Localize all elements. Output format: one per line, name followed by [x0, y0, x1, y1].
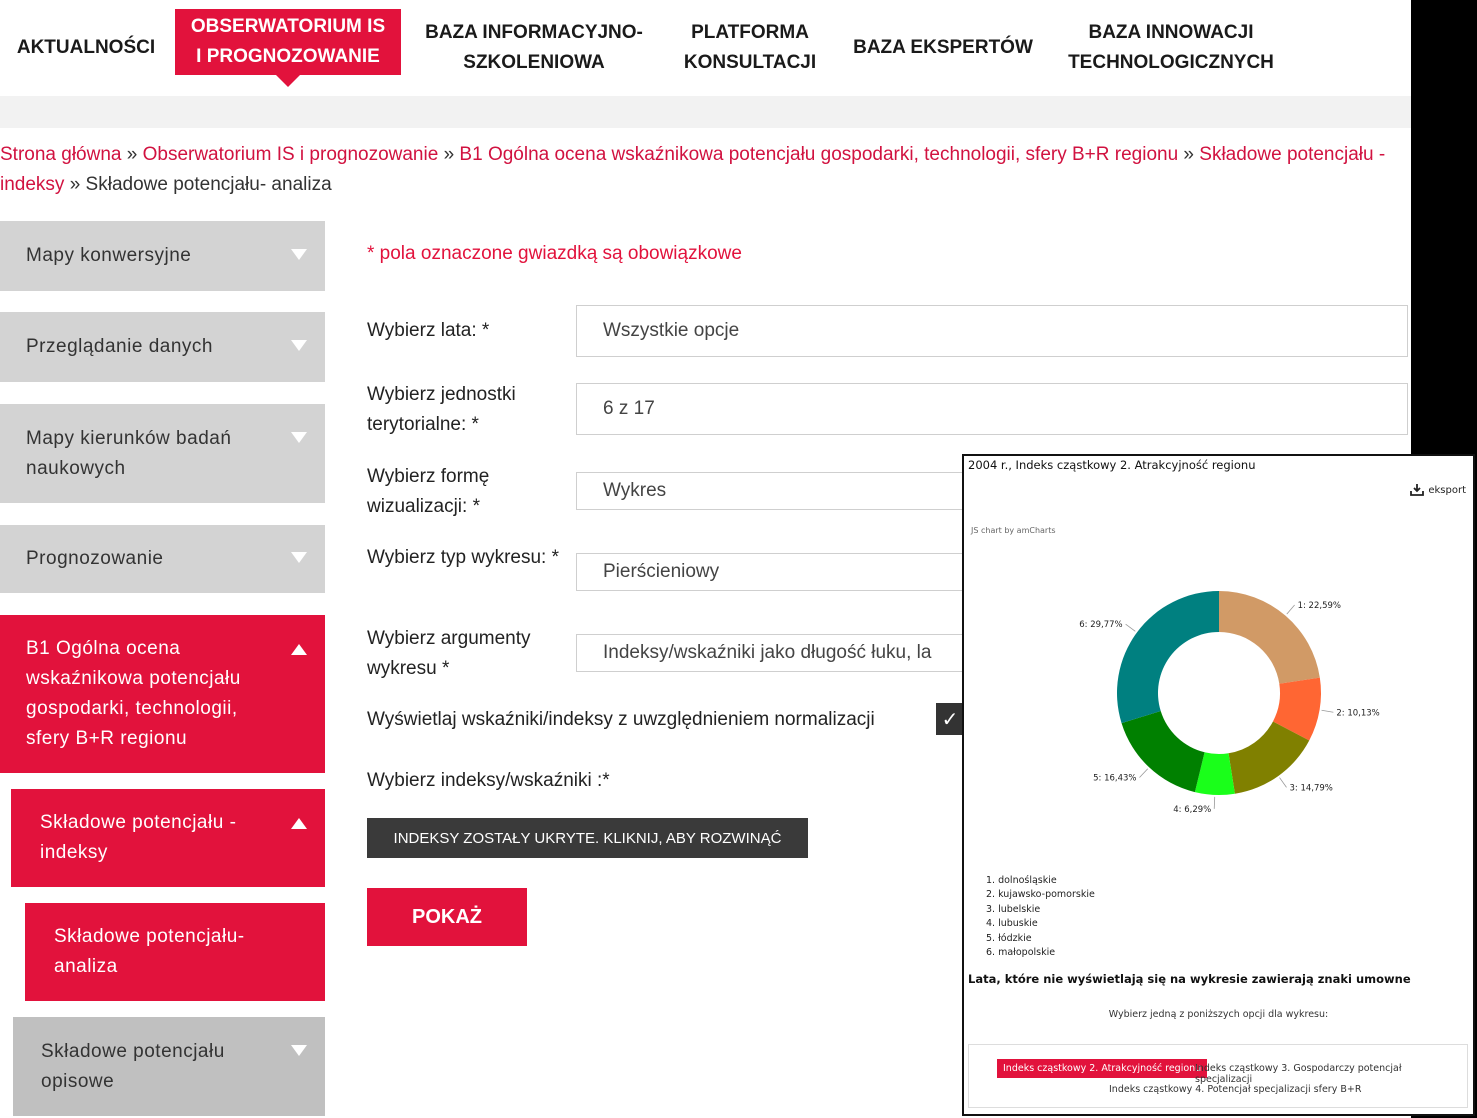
donut-chart — [964, 456, 1473, 876]
nav-item-baza-innowacji[interactable]: BAZA INNOWACJI TECHNOLOGICZNYCH — [1068, 22, 1274, 73]
breadcrumb-current: Składowe potencjału- analiza — [85, 174, 332, 195]
units-select[interactable]: 6 z 17 — [576, 383, 1408, 435]
nav-item-baza-ekspertow[interactable]: BAZA EKSPERTÓW — [853, 37, 1033, 58]
sidebar-item-mapy-kierunkow[interactable] — [0, 404, 325, 503]
breadcrumb-separator: » — [64, 174, 86, 195]
chart-panel — [962, 454, 1475, 1116]
nav-item-platforma-konsultacji[interactable]: PLATFORMA KONSULTACJI — [683, 22, 817, 73]
chevron-down-icon — [291, 432, 307, 443]
legend-item: 4. lubuskie — [986, 918, 1038, 930]
chevron-down-icon — [291, 552, 307, 563]
normalize-label: Wyświetlaj wskaźniki/indeksy z uwzględnieniem normalizacji — [367, 709, 875, 730]
sidebar-item-opisowe[interactable] — [13, 1017, 325, 1116]
chart-type-select[interactable]: Pierścieniowy — [576, 553, 1408, 591]
main-nav — [0, 0, 1411, 96]
label-leader-line — [1322, 710, 1334, 712]
donut-slice-6[interactable] — [1117, 591, 1219, 723]
sidebar-item-przegladanie-danych[interactable] — [0, 312, 325, 382]
legend-item: 6. małopolskie — [986, 947, 1056, 959]
slice-label: 5: 16,43% — [1093, 773, 1137, 784]
years-label: Wybierz lata: * — [367, 320, 490, 341]
chevron-down-icon — [291, 249, 307, 260]
label-leader-line — [1126, 624, 1136, 631]
breadcrumb-separator: » — [121, 144, 143, 165]
breadcrumb — [0, 140, 1400, 200]
sidebar-item-b1[interactable] — [0, 615, 325, 773]
label-leader-line — [1280, 778, 1287, 788]
years-select[interactable]: Wszystkie opcje — [576, 305, 1408, 357]
export-label: eksport — [1428, 484, 1466, 496]
sidebar-item-mapy-konwersyjne[interactable] — [0, 221, 325, 291]
chart-title: 2004 r., Indeks cząstkowy 2. Atrakcyjność regionu — [968, 458, 1256, 472]
normalize-checkbox[interactable] — [936, 703, 964, 735]
years-note: Lata, które nie wyświetlają się na wykresie zawierają znaki umowne — [968, 972, 1411, 986]
amcharts-credit[interactable]: JS chart by amCharts — [971, 526, 1056, 535]
viz-label: Wybierz formę wizualizacji: * — [367, 466, 490, 517]
slice-label: 6: 29,77% — [1079, 620, 1123, 631]
breadcrumb-link-home[interactable]: Strona główna — [0, 144, 122, 165]
legend-item: 3. lubelskie — [986, 903, 1041, 915]
label-leader-line — [1140, 769, 1148, 778]
sidebar-item-indeksy[interactable] — [11, 789, 325, 887]
breadcrumb-link-obserwatorium[interactable]: Obserwatorium IS i prognozowanie — [142, 144, 439, 165]
sidebar-item-label: B1 Ogólna ocena wskaźnikowa potencjału gospodarki, technologii, sfery B+R regionu — [26, 638, 241, 749]
nav-item-aktualnosci[interactable]: AKTUALNOŚCI — [16, 37, 156, 58]
sidebar-item-label: Prognozowanie — [26, 548, 164, 569]
sidebar-item-prognozowanie[interactable] — [0, 525, 325, 593]
breadcrumb-link-b1[interactable]: B1 Ogólna ocena wskaźnikowa potencjału gospodarki, technologii, sfery B+R regionu — [459, 144, 1179, 165]
sidebar-item-analiza[interactable] — [25, 903, 325, 1001]
required-note: * pola oznaczone gwiazdką są obowiązkowe — [367, 243, 742, 264]
chevron-up-icon — [291, 644, 307, 655]
chevron-down-icon — [291, 1045, 307, 1056]
chevron-up-icon — [291, 818, 307, 829]
chart-options — [968, 1044, 1468, 1108]
slice-label: 1: 22,59% — [1297, 601, 1341, 612]
sidebar-item-label: Składowe potencjału- analiza — [54, 926, 245, 977]
chart-option-index-3[interactable]: Indeks cząstkowy 3. Gospodarczy potencjał specjalizacji — [1195, 1063, 1402, 1085]
sidebar-item-label: Mapy kierunków badań naukowych — [26, 427, 232, 479]
chart-type-label: Wybierz typ wykresu: * — [367, 547, 559, 568]
breadcrumb-separator: » — [1178, 144, 1200, 165]
legend-item: 2. kujawsko-pomorskie — [986, 889, 1095, 901]
legend-item: 1. dolnośląskie — [986, 875, 1057, 886]
slice-label: 2: 10,13% — [1336, 708, 1380, 719]
sidebar-item-label: Składowe potencjału - indeksy — [40, 812, 237, 863]
slice-label: 4: 6,29% — [1173, 804, 1212, 815]
expand-indices-button[interactable]: INDEKSY ZOSTAŁY UKRYTE. KLIKNIJ, ABY ROZWINĄĆ — [367, 818, 808, 858]
chart-args-label: Wybierz argumenty wykresu * — [367, 628, 531, 679]
nav-item-obserwatorium[interactable]: OBSERWATORIUM IS I PROGNOZOWANIE — [175, 9, 401, 75]
nav-item-baza-informacyjno-szkoleniowa[interactable]: BAZA INFORMACYJNO- SZKOLENIOWA — [425, 22, 643, 73]
indices-label: Wybierz indeksy/wskaźniki :* — [367, 770, 610, 791]
legend-item: 5. łódzkie — [986, 932, 1032, 944]
check-icon: ✓ — [941, 707, 959, 731]
chevron-down-icon — [291, 340, 307, 351]
units-label: Wybierz jednostki terytorialne: * — [367, 384, 516, 435]
sidebar-item-label: Mapy konwersyjne — [26, 245, 192, 266]
label-leader-line — [1287, 605, 1295, 614]
chart-legend — [986, 874, 1095, 960]
chart-slices — [1117, 591, 1321, 795]
chart-option-index-4[interactable]: Indeks cząstkowy 4. Potencjał specjalizacji sfery B+R — [1109, 1084, 1362, 1095]
chart-args-select[interactable]: Indeksy/wskaźniki jako długość łuku, la — [576, 634, 1408, 672]
show-button[interactable]: POKAŻ — [367, 888, 527, 946]
breadcrumb-link-indeksy[interactable]: Składowe potencjału - indeksy — [0, 144, 1386, 195]
sidebar-item-label: Składowe potencjału opisowe — [41, 1040, 225, 1092]
breadcrumb-separator: » — [438, 144, 460, 165]
slice-label: 3: 14,79% — [1289, 783, 1333, 794]
choose-option-label: Wybierz jedną z poniższych opcji dla wykresu: — [1108, 1009, 1329, 1020]
sidebar-item-label: Przeglądanie danych — [26, 336, 213, 357]
viz-select[interactable]: Wykres — [576, 472, 1408, 510]
chart-option-index-2[interactable]: Indeks cząstkowy 2. Atrakcyjność regionu — [997, 1059, 1207, 1078]
